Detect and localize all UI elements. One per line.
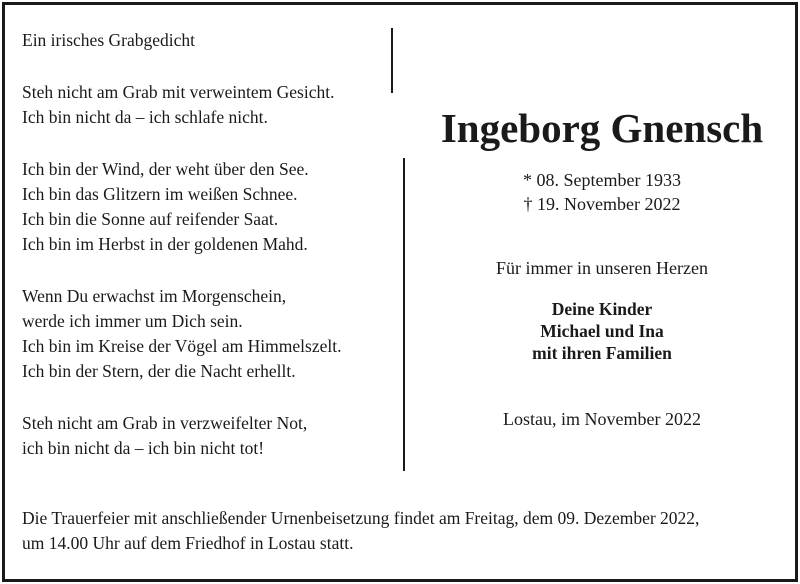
family-line: Deine Kinder: [551, 299, 653, 319]
poem-line: Ich bin im Herbst in der goldenen Mahd.: [22, 234, 308, 254]
memorial-message: Für immer in unseren Herzen: [496, 258, 708, 278]
poem-line: Steh nicht am Grab mit verweintem Gesicht.: [22, 82, 335, 102]
place-and-date: Lostau, im November 2022: [503, 409, 701, 429]
poem-line: Ich bin der Wind, der weht über den See.: [22, 159, 309, 179]
family-line: mit ihren Familien: [532, 343, 672, 363]
poem-line: werde ich immer um Dich sein.: [22, 311, 243, 331]
poem-stanza-4: [22, 411, 382, 461]
vertical-divider-bottom: [403, 158, 405, 471]
funeral-notice: [22, 506, 792, 556]
poem-line: Ich bin die Sonne auf reifender Saat.: [22, 209, 279, 229]
birth-date: * 08. September 1933: [523, 170, 681, 190]
poem-stanza-1: [22, 80, 382, 130]
poem-title: Ein irisches Grabgedicht: [22, 30, 196, 50]
notice-line: Die Trauerfeier mit anschließender Urnenbeisetzung findet am Freitag, dem 09. Dezember 2022,: [22, 508, 700, 528]
poem-stanza-2: [22, 157, 382, 257]
poem-line: Ich bin das Glitzern im weißen Schnee.: [22, 184, 298, 204]
poem-line: Ich bin nicht da – ich schlafe nicht.: [22, 107, 268, 127]
notice-line: um 14.00 Uhr auf dem Friedhof in Lostau statt.: [22, 533, 354, 553]
poem-line: ich bin nicht da – ich bin nicht tot!: [22, 438, 265, 458]
family-line: Michael und Ina: [540, 321, 664, 341]
vertical-divider-top: [391, 28, 393, 93]
poem: [22, 28, 382, 488]
poem-line: Wenn Du erwachst im Morgenschein,: [22, 286, 287, 306]
poem-line: Steh nicht am Grab in verzweifelter Not,: [22, 413, 308, 433]
death-date: † 19. November 2022: [523, 194, 681, 214]
family-signature: [410, 298, 794, 364]
deceased-name: Ingeborg Gnensch: [440, 105, 764, 151]
poem-line: Ich bin im Kreise der Vögel am Himmelszelt.: [22, 336, 342, 356]
poem-stanza-3: [22, 284, 382, 384]
poem-line: Ich bin der Stern, der die Nacht erhellt.: [22, 361, 296, 381]
life-dates: [410, 168, 794, 216]
